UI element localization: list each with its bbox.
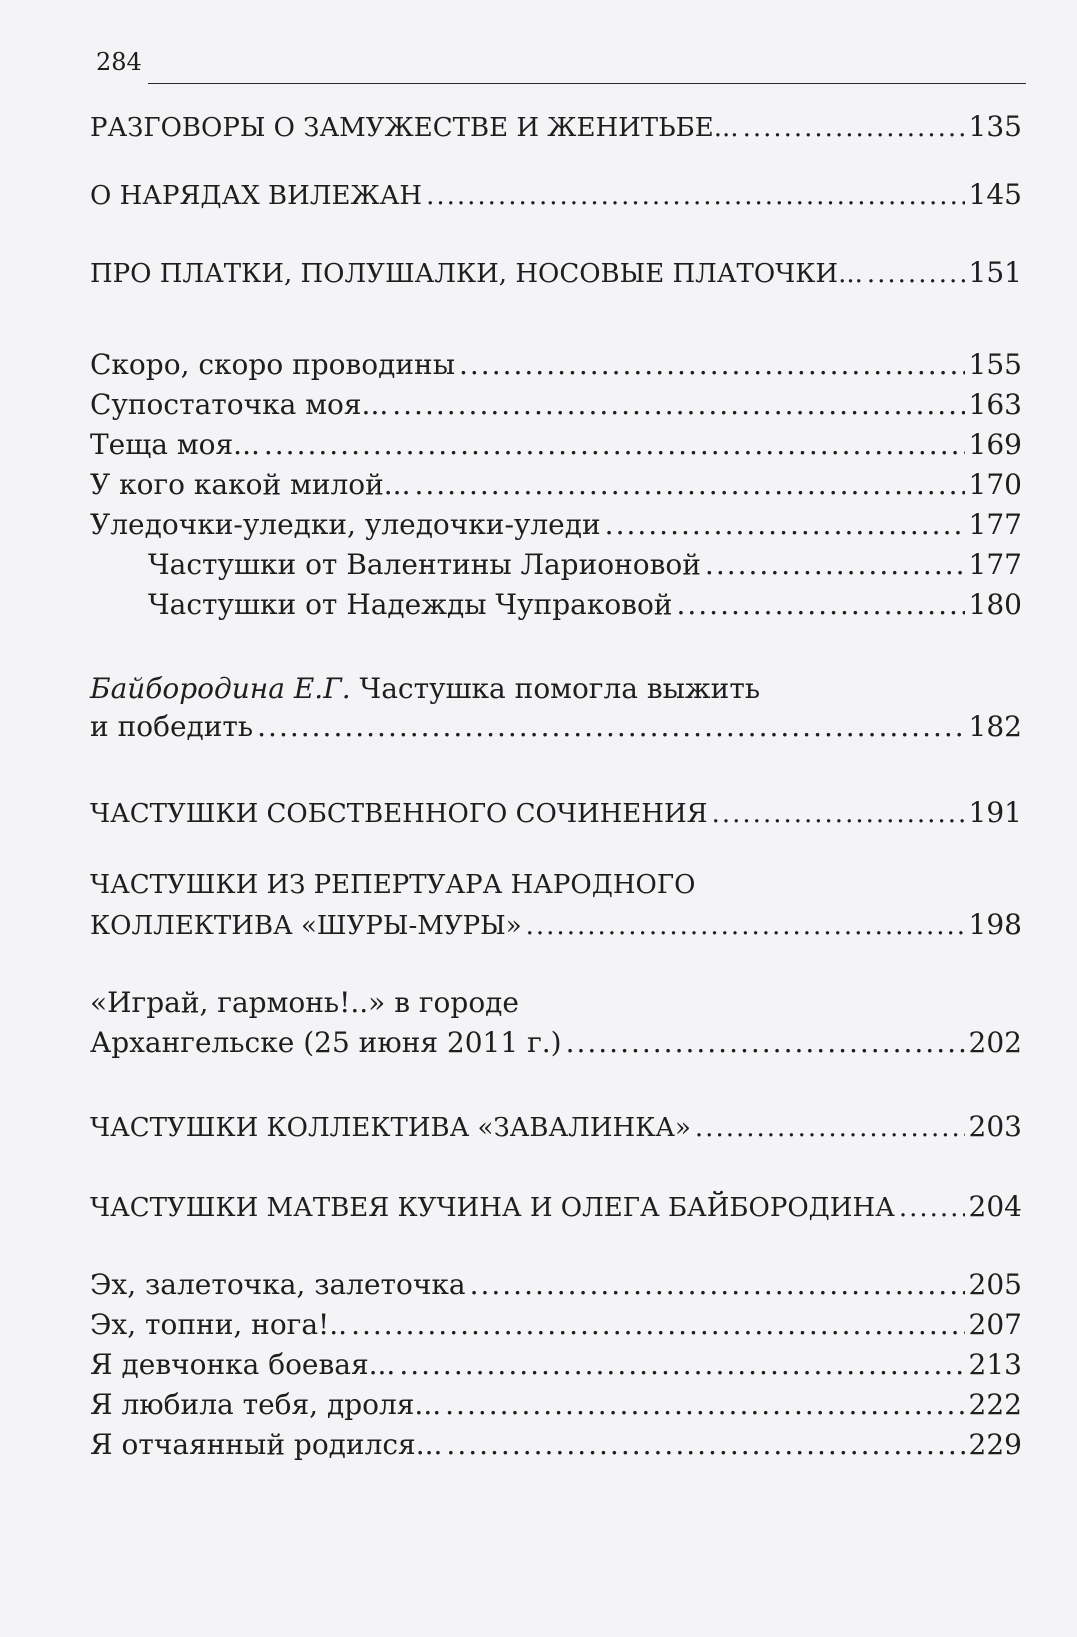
- toc-entry-page: 207: [968, 1308, 1022, 1341]
- toc-entry-page: 182: [968, 710, 1022, 743]
- toc-entry-author: Байбородина Е.Г.: [90, 672, 351, 705]
- page-header: [96, 48, 1026, 76]
- toc-subentry: [148, 548, 1022, 582]
- toc-entry-title: Скоро, скоро проводины: [90, 348, 455, 381]
- toc-entry-title: Уледочки-уледки, уледочки-уледи: [90, 508, 601, 541]
- dot-leader: [399, 1348, 964, 1382]
- toc-entry-title: ЧАСТУШКИ МАТВЕЯ КУЧИНА И ОЛЕГА БАЙБОРОДИНА: [90, 1193, 895, 1223]
- dot-leader: [446, 1428, 964, 1462]
- toc-entry-title: Я девчонка боевая...: [90, 1348, 396, 1381]
- toc-entry: [90, 1268, 1022, 1302]
- toc-entry-page: 222: [968, 1388, 1022, 1421]
- toc-entry-title-cont: Архангельске (25 июня 2011 г.): [90, 1026, 562, 1059]
- toc-entry-page: 213: [968, 1348, 1022, 1381]
- toc-entry-title: Частушки от Надежды Чупраковой: [148, 588, 673, 621]
- toc-entry-page: 151: [968, 256, 1022, 289]
- toc-subentry: [148, 588, 1022, 622]
- toc-entry-page: 180: [968, 588, 1022, 621]
- toc-entry: [90, 1308, 1022, 1342]
- dot-leader: [459, 348, 965, 382]
- toc-entry-title: Эх, топни, нога!..: [90, 1308, 348, 1341]
- dot-leader: [470, 1268, 965, 1302]
- toc-entry-title-line: [90, 672, 760, 706]
- toc-entry: [90, 388, 1022, 422]
- toc-entry-title: ЧАСТУШКИ СОБСТВЕННОГО СОЧИНЕНИЯ: [90, 799, 708, 829]
- toc-entry: [90, 796, 1022, 831]
- page-number: 284: [96, 48, 142, 76]
- toc-entry-title-line: «Играй, гармонь!..» в городе: [90, 986, 519, 1019]
- toc-entry-title: Частушка помогла выжить: [359, 672, 761, 705]
- toc-entry-page: 177: [968, 548, 1022, 581]
- toc-entry: [90, 1388, 1022, 1422]
- dot-leader: [705, 548, 965, 582]
- dot-leader: [257, 710, 964, 744]
- dot-leader: [695, 1111, 965, 1145]
- toc-entry-page: 163: [968, 388, 1022, 421]
- toc-entry-page: 177: [968, 508, 1022, 541]
- toc-entry: [90, 710, 1022, 744]
- toc-entry-title-cont: и победить: [90, 710, 254, 743]
- toc-entry-page: 229: [968, 1428, 1022, 1461]
- toc-entry-page: 155: [968, 348, 1022, 381]
- toc-entry-title-cont: КОЛЛЕКТИВА «ШУРЫ-МУРЫ»: [90, 911, 522, 941]
- header-rule: [148, 83, 1026, 84]
- toc-entry: [90, 1110, 1022, 1145]
- toc-entry-title-line: ЧАСТУШКИ ИЗ РЕПЕРТУАРА НАРОДНОГО: [90, 870, 696, 900]
- dot-leader: [899, 1191, 965, 1225]
- dot-leader: [676, 588, 964, 622]
- toc-entry-title: Эх, залеточка, залеточка: [90, 1268, 466, 1301]
- toc-entry-page: 145: [968, 178, 1022, 211]
- dot-leader: [414, 468, 964, 502]
- toc-entry-page: 191: [968, 796, 1022, 829]
- toc-entry-title: Теща моя...: [90, 428, 260, 461]
- toc-entry-page: 169: [968, 428, 1022, 461]
- toc-entry-page: 135: [968, 110, 1022, 143]
- toc-entry: [90, 1428, 1022, 1462]
- toc-entry-page: 204: [968, 1190, 1022, 1223]
- toc-entry-page: 202: [968, 1026, 1022, 1059]
- toc-entry: [90, 908, 1022, 943]
- toc-entry-title: Частушки от Валентины Ларионовой: [148, 548, 701, 581]
- dot-leader: [566, 1026, 965, 1060]
- dot-leader: [445, 1388, 964, 1422]
- toc-entry-page: 205: [968, 1268, 1022, 1301]
- toc-entry-page: 198: [968, 908, 1022, 941]
- toc-entry-title: У кого какой милой...: [90, 468, 411, 501]
- toc-entry: [90, 1026, 1022, 1060]
- dot-leader: [605, 508, 965, 542]
- dot-leader: [743, 111, 965, 145]
- toc-entry-title: ЧАСТУШКИ КОЛЛЕКТИВА «ЗАВАЛИНКА»: [90, 1113, 691, 1143]
- toc-entry: [90, 468, 1022, 502]
- dot-leader: [867, 257, 965, 291]
- toc-entry-title: Я любила тебя, дроля...: [90, 1388, 442, 1421]
- toc-entry-page: 203: [968, 1110, 1022, 1143]
- dot-leader: [712, 797, 965, 831]
- toc-entry-title: Супостаточка моя...: [90, 388, 389, 421]
- toc-entry-title: РАЗГОВОРЫ О ЗАМУЖЕСТВЕ И ЖЕНИТЬБЕ...: [90, 113, 739, 143]
- toc-entry: [90, 1190, 1022, 1225]
- dot-leader: [264, 428, 965, 462]
- dot-leader: [351, 1308, 964, 1342]
- toc-entry: [90, 428, 1022, 462]
- dot-leader: [426, 179, 964, 213]
- toc-entry: [90, 110, 1022, 145]
- dot-leader: [526, 909, 965, 943]
- toc-entry-title: ПРО ПЛАТКИ, ПОЛУШАЛКИ, НОСОВЫЕ ПЛАТОЧКИ...: [90, 259, 863, 289]
- toc-entry-title: О НАРЯДАХ ВИЛЕЖАН: [90, 181, 423, 211]
- toc-entry-title: Я отчаянный родился...: [90, 1428, 443, 1461]
- toc-entry: [90, 1348, 1022, 1382]
- toc-entry: [90, 508, 1022, 542]
- toc-entry: [90, 178, 1022, 213]
- dot-leader: [392, 388, 964, 422]
- toc-entry: [90, 348, 1022, 382]
- toc-entry: [90, 256, 1022, 291]
- toc-entry-page: 170: [968, 468, 1022, 501]
